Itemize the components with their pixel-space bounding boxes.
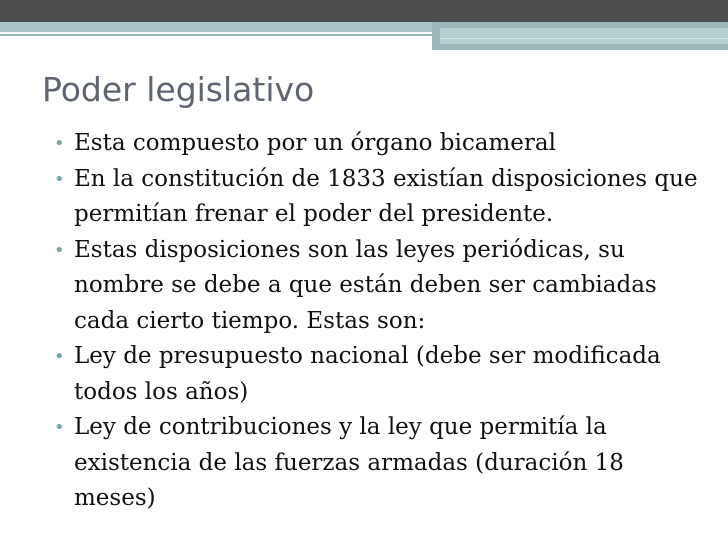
bullet-icon: • <box>54 168 65 190</box>
slide-title: Poder legislativo <box>42 70 315 109</box>
accent-line-right <box>440 38 728 39</box>
bullet-list <box>50 126 710 517</box>
accent-strip-left <box>0 22 432 32</box>
bullet-item-4 <box>50 339 710 410</box>
bullet-item-1 <box>50 126 710 162</box>
header-band <box>0 0 728 22</box>
accent-block-right-inner <box>440 28 728 44</box>
bullet-icon: • <box>54 346 65 367</box>
accent-line-left <box>0 34 432 36</box>
bullet-item-2 <box>50 162 710 233</box>
bullet-text: Ley de contribuciones y la ley que permitía la existencia de las fuerzas armadas (duración 18 meses) <box>74 414 624 511</box>
bullet-item-5 <box>50 410 710 517</box>
bullet-icon: • <box>54 239 65 261</box>
bullet-item-3 <box>50 233 710 340</box>
bullet-icon: • <box>54 133 65 154</box>
bullet-text: Estas disposiciones son las leyes periódicas, su nombre se debe a que están deben ser cambiadas cada cierto tiempo. Estas son: <box>74 236 657 334</box>
bullet-text: En la constitución de 1833 existían disposiciones que permitían frenar el poder del presidente. <box>74 165 698 227</box>
bullet-text: Ley de presupuesto nacional (debe ser modificada todos los años) <box>74 343 661 405</box>
bullet-icon: • <box>54 417 65 438</box>
bullet-text: Esta compuesto por un órgano bicameral <box>74 130 556 156</box>
